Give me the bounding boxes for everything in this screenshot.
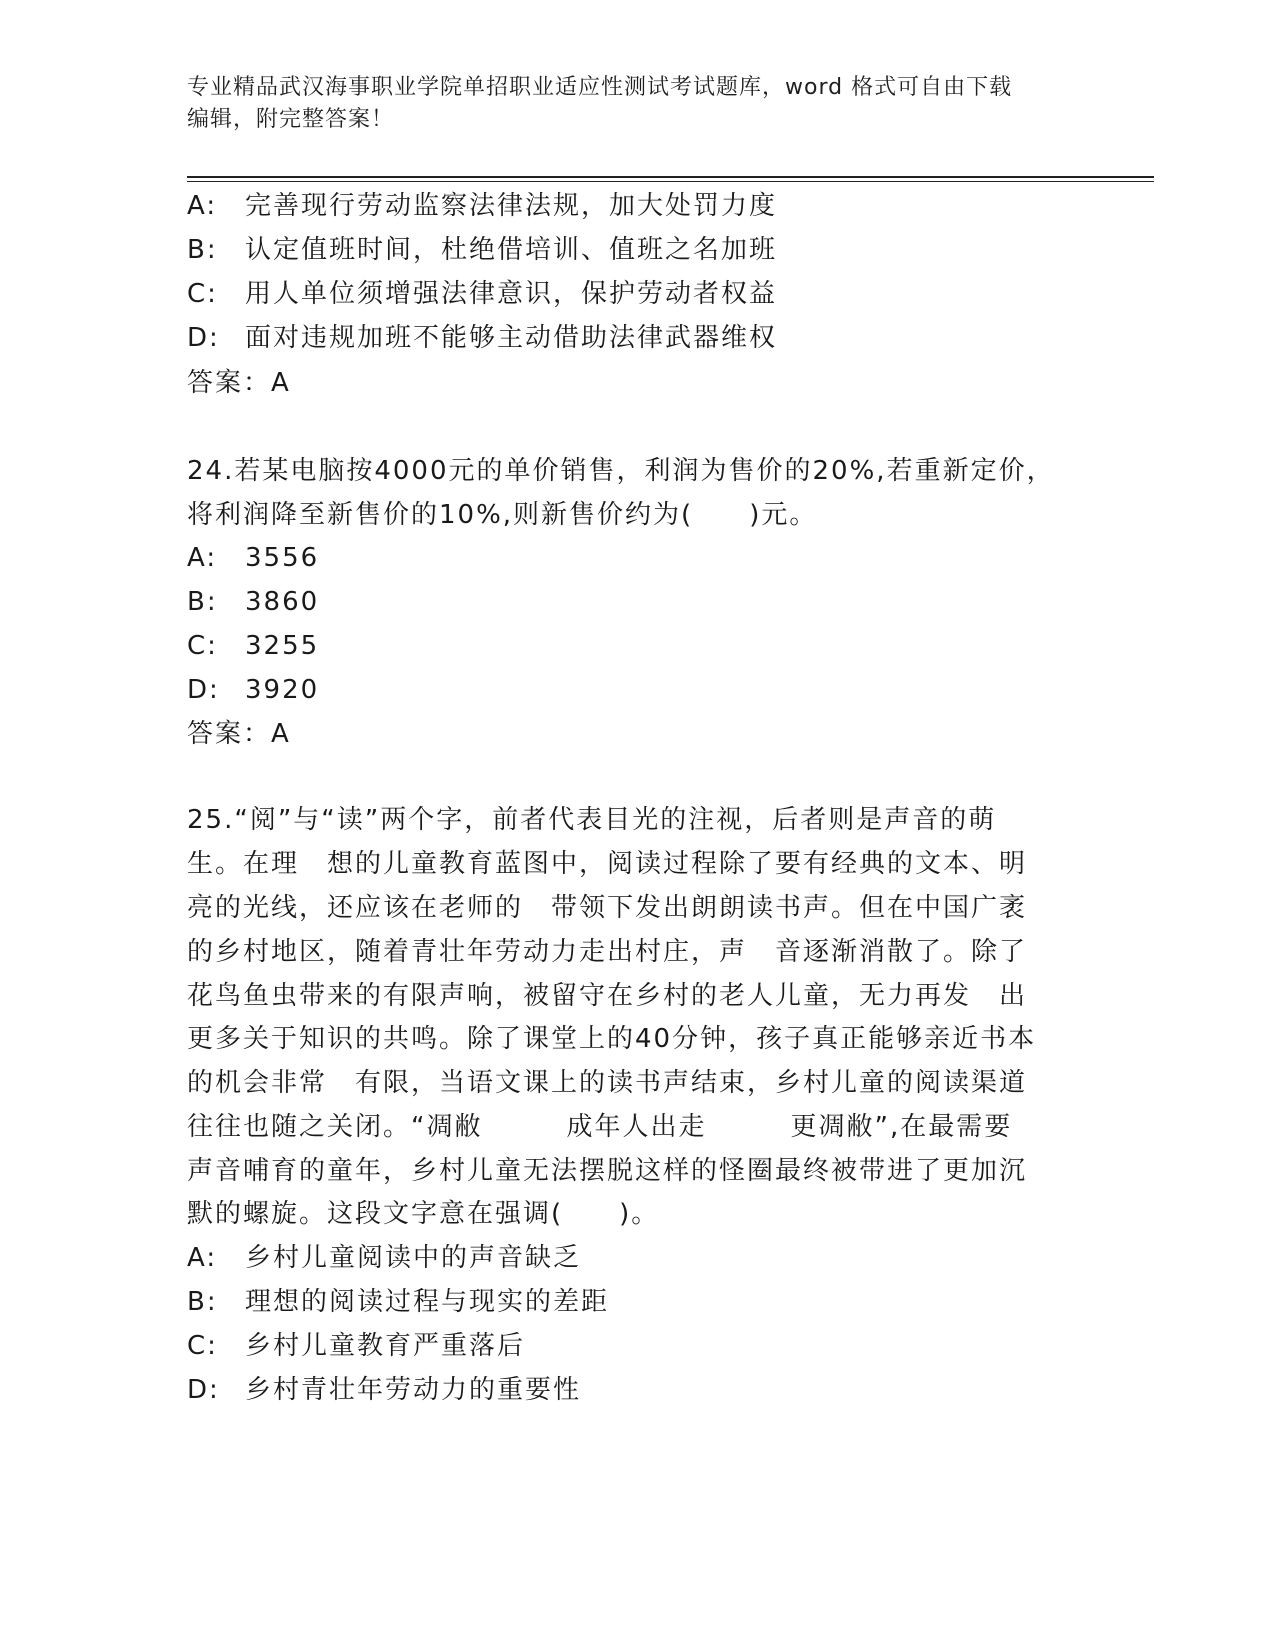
q24-option-a [187,535,319,581]
page-header [187,72,1087,136]
option-text: 3920 [245,675,320,705]
option-letter: D: [187,675,220,705]
option-letter: D: [187,1375,220,1405]
option-text: 面对违规加班不能够主动借助法律武器维权 [245,323,778,353]
option-text: 3860 [245,587,320,617]
option-text: 乡村儿童教育严重落后 [245,1331,526,1361]
option-letter: A: [187,1243,218,1273]
option-text: 乡村青壮年劳动力的重要性 [245,1375,582,1405]
q25-stem-line-3: 亮的光线，还应该在老师的 带领下发出朗朗读书声。但在中国广袤 [187,893,1028,923]
header-rule-thick [187,176,1154,178]
q25-option-a [187,1235,581,1281]
option-text: 完善现行劳动监察法律法规，加大处罚力度 [245,191,778,221]
option-text: 用人单位须增强法律意识，保护劳动者权益 [245,279,778,309]
q23-option-b [187,227,777,273]
option-text: 乡村儿童阅读中的声音缺乏 [245,1243,582,1273]
q25-stem-line-2: 生。在理 想的儿童教育蓝图中，阅读过程除了要有经典的文本、明 [187,849,1028,879]
q24-option-b [187,579,319,625]
option-letter: B: [187,587,218,617]
q23-option-a [187,183,777,229]
option-letter: C: [187,1331,218,1361]
q23-option-c [187,271,777,317]
header-line-2: 编辑，附完整答案！ [187,107,395,132]
q25-stem-line-6: 更多关于知识的共鸣。除了课堂上的40分钟，孩子真正能够亲近书本 [187,1024,1037,1054]
q24-stem-line-2: 将利润降至新售价的10%,则新售价约为( )元。 [187,500,818,530]
option-letter: B: [187,235,218,265]
q25-stem-line-4: 的乡村地区，随着青壮年劳动力走出村庄，声 音逐渐消散了。除了 [187,937,1028,967]
q25-option-d [187,1367,581,1413]
q25-stem-line-5: 花鸟鱼虫带来的有限声响，被留守在乡村的老人儿童，无力再发 出 [187,981,1028,1011]
header-line-1: 专业精品武汉海事职业学院单招职业适应性测试考试题库，word 格式可自由下载 [187,75,1013,100]
option-letter: D: [187,323,220,353]
q23-answer: 答案：A [187,368,291,398]
option-letter: A: [187,543,218,573]
q24-answer: 答案：A [187,719,291,749]
option-letter: C: [187,279,218,309]
option-text: 认定值班时间，杜绝借培训、值班之名加班 [245,235,778,265]
option-letter: C: [187,631,218,661]
option-text: 3556 [245,543,320,573]
option-letter: B: [187,1287,218,1317]
q25-stem-line-7: 的机会非常 有限，当语文课上的读书声结束，乡村儿童的阅读渠道 [187,1068,1028,1098]
q25-stem-line-10: 默的螺旋。这段文字意在强调( )。 [187,1199,660,1229]
q24-stem-line-1: 24.若某电脑按4000元的单价销售，利润为售价的20%,若重新定价， [187,456,1055,486]
option-text: 3255 [245,631,320,661]
q25-stem-line-8: 往往也随之关闭。“凋敝 成年人出走 更凋敝”,在最需要 [187,1112,1013,1142]
q24-option-c [187,623,319,669]
q25-option-b [187,1279,609,1325]
option-text: 理想的阅读过程与现实的差距 [245,1287,610,1317]
q25-option-c [187,1323,525,1369]
header-rule-thin [187,181,1154,182]
q25-stem-line-9: 声音哺育的童年，乡村儿童无法摆脱这样的怪圈最终被带进了更加沉 [187,1156,1028,1186]
q24-option-d [187,667,319,713]
q25-stem-line-1: 25.“阅”与“读”两个字，前者代表目光的注视，后者则是声音的萌 [187,805,997,835]
option-letter: A: [187,191,218,221]
q23-option-d [187,315,777,361]
